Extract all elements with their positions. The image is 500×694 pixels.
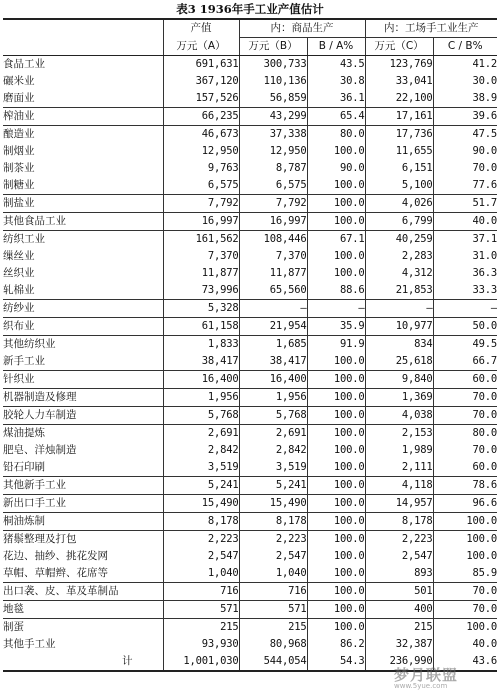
- cell-b: 38,417: [239, 353, 307, 371]
- cell-cb: 38.9: [433, 90, 497, 108]
- cell-cb: 31.0: [433, 248, 497, 265]
- cell-a: 5,768: [163, 407, 239, 425]
- cell-ba: 90.0: [307, 160, 365, 177]
- cell-a: 7,370: [163, 248, 239, 265]
- cell-ba: 36.1: [307, 90, 365, 108]
- header-c-unit: 万元（C）: [365, 38, 433, 56]
- row-label: 纺织工业: [3, 231, 163, 249]
- cell-cb: 70.0: [433, 407, 497, 425]
- cell-b: 5,768: [239, 407, 307, 425]
- cell-a: 15,490: [163, 495, 239, 513]
- cell-a: 73,996: [163, 282, 239, 300]
- cell-b: 7,370: [239, 248, 307, 265]
- row-label: 其他纺织业: [3, 336, 163, 354]
- cell-cb: 30.0: [433, 73, 497, 90]
- cell-cb: 51.7: [433, 195, 497, 213]
- cell-cb: 66.7: [433, 353, 497, 371]
- table-row: [3, 126, 497, 144]
- cell-b: 6,575: [239, 177, 307, 195]
- cell-a: 7,792: [163, 195, 239, 213]
- cell-a: 691,631: [163, 56, 239, 74]
- cell-b: 2,691: [239, 425, 307, 443]
- cell-c: 501: [365, 583, 433, 601]
- cell-cb: 36.3: [433, 265, 497, 282]
- cell-cb: 50.0: [433, 318, 497, 336]
- row-label: 计: [3, 653, 163, 671]
- cell-c: 17,736: [365, 126, 433, 144]
- cell-c: 236,990: [365, 653, 433, 671]
- cell-a: 5,241: [163, 477, 239, 495]
- cell-a: 12,950: [163, 143, 239, 160]
- cell-a: 1,040: [163, 565, 239, 583]
- cell-b: —: [239, 300, 307, 318]
- header-row-1: [3, 19, 497, 38]
- watermark-url: www.5yue.com: [394, 682, 448, 690]
- cell-b: 8,787: [239, 160, 307, 177]
- cell-c: 6,151: [365, 160, 433, 177]
- cell-ba: 67.1: [307, 231, 365, 249]
- cell-c: 4,312: [365, 265, 433, 282]
- table-row: [3, 282, 497, 300]
- cell-ba: 100.0: [307, 353, 365, 371]
- cell-a: 1,833: [163, 336, 239, 354]
- cell-ba: 100.0: [307, 143, 365, 160]
- cell-ba: 43.5: [307, 56, 365, 74]
- cell-c: 32,387: [365, 636, 433, 653]
- row-label: 新出口手工业: [3, 495, 163, 513]
- row-label: 地毯: [3, 601, 163, 619]
- cell-b: 43,299: [239, 108, 307, 126]
- cell-cb: —: [433, 300, 497, 318]
- cell-c: 40,259: [365, 231, 433, 249]
- cell-a: 16,400: [163, 371, 239, 389]
- row-label: 缫丝业: [3, 250, 35, 262]
- cell-a: 9,763: [163, 160, 239, 177]
- cell-a: 1,956: [163, 389, 239, 407]
- cell-ba: 100.0: [307, 601, 365, 619]
- row-label: 草帽、草帽辫、花席等: [3, 567, 108, 579]
- cell-ba: 100.0: [307, 442, 365, 459]
- cell-cb: 100.0: [433, 619, 497, 637]
- table-row: [3, 477, 497, 495]
- cell-ba: —: [307, 300, 365, 318]
- cell-b: 5,241: [239, 477, 307, 495]
- row-label: 针织业: [3, 371, 163, 389]
- cell-cb: 78.6: [433, 477, 497, 495]
- table-row: [3, 248, 497, 265]
- cell-cb: 70.0: [433, 583, 497, 601]
- cell-ba: 65.4: [307, 108, 365, 126]
- table-row: [3, 143, 497, 160]
- cell-ba: 35.9: [307, 318, 365, 336]
- row-label: 织布业: [3, 318, 163, 336]
- table-row: [3, 548, 497, 565]
- cell-c: 4,118: [365, 477, 433, 495]
- table-row: [3, 90, 497, 108]
- watermark-text: 梦月联盟: [394, 666, 459, 684]
- cell-c: 215: [365, 619, 433, 637]
- cell-c: 5,100: [365, 177, 433, 195]
- cell-b: 1,956: [239, 389, 307, 407]
- cell-b: 7,792: [239, 195, 307, 213]
- cell-a: 46,673: [163, 126, 239, 144]
- cell-ba: 100.0: [307, 459, 365, 477]
- cell-b: 2,547: [239, 548, 307, 565]
- table-row: [3, 160, 497, 177]
- cell-cb: 37.1: [433, 231, 497, 249]
- cell-c: 33,041: [365, 73, 433, 90]
- cell-c: 2,547: [365, 548, 433, 565]
- cell-b: 56,859: [239, 90, 307, 108]
- cell-cb: 40.0: [433, 636, 497, 653]
- cell-ba: 100.0: [307, 407, 365, 425]
- row-label: 碾米业: [3, 75, 35, 87]
- cell-a: 8,178: [163, 513, 239, 531]
- row-label: 机器制造及修理: [3, 389, 163, 407]
- cell-c: 22,100: [365, 90, 433, 108]
- cell-ba: 91.9: [307, 336, 365, 354]
- row-label: 其他新手工业: [3, 477, 163, 495]
- row-label: 榨油业: [3, 108, 163, 126]
- cell-ba: 100.0: [307, 213, 365, 231]
- cell-b: 15,490: [239, 495, 307, 513]
- cell-a: 2,547: [163, 548, 239, 565]
- cell-b: 110,136: [239, 73, 307, 90]
- header-commodity-group: 内：商品生产: [239, 19, 365, 38]
- row-label: 制蛋: [3, 619, 163, 637]
- cell-ba: 100.0: [307, 565, 365, 583]
- header-a-unit: 万元（A）: [163, 38, 239, 56]
- cell-c: —: [365, 300, 433, 318]
- cell-c: 2,283: [365, 248, 433, 265]
- cell-a: 161,562: [163, 231, 239, 249]
- row-label: 磨面业: [3, 92, 35, 104]
- row-label: 其他手工业: [3, 638, 56, 650]
- table-row: [3, 495, 497, 513]
- cell-cb: 90.0: [433, 143, 497, 160]
- cell-c: 8,178: [365, 513, 433, 531]
- table-body: [3, 56, 497, 672]
- header-workshop-group: 内：工场手工业生产: [365, 19, 497, 38]
- cell-b: 544,054: [239, 653, 307, 671]
- cell-b: 108,446: [239, 231, 307, 249]
- cell-a: 38,417: [163, 353, 239, 371]
- row-label: 食品工业: [3, 58, 45, 70]
- table-row: [3, 231, 497, 249]
- cell-a: 2,223: [163, 531, 239, 549]
- cell-ba: 100.0: [307, 248, 365, 265]
- cell-ba: 100.0: [307, 389, 365, 407]
- cell-b: 65,560: [239, 282, 307, 300]
- table-row: [3, 442, 497, 459]
- cell-b: 8,178: [239, 513, 307, 531]
- cell-ba: 100.0: [307, 425, 365, 443]
- cell-c: 6,799: [365, 213, 433, 231]
- row-label: 纺纱业: [3, 300, 163, 318]
- table-row: [3, 389, 497, 407]
- cell-c: 1,989: [365, 442, 433, 459]
- cell-ba: 88.6: [307, 282, 365, 300]
- table-row: [3, 353, 497, 371]
- table-row: [3, 108, 497, 126]
- cell-a: 716: [163, 583, 239, 601]
- row-label: 桐油炼制: [3, 513, 163, 531]
- table-row: [3, 73, 497, 90]
- cell-ba: 100.0: [307, 195, 365, 213]
- cell-b: 37,338: [239, 126, 307, 144]
- table-row: [3, 318, 497, 336]
- table-row: [3, 265, 497, 282]
- table-title: 表3 1936年手工业产值估计: [176, 2, 324, 16]
- row-label: 轧棉业: [3, 284, 35, 296]
- cell-ba: 100.0: [307, 177, 365, 195]
- row-label: 新手工业: [3, 355, 45, 367]
- table-row: [3, 459, 497, 477]
- cell-b: 21,954: [239, 318, 307, 336]
- row-label: 丝织业: [3, 267, 35, 279]
- row-label: 出口袭、皮、革及革制品: [3, 583, 163, 601]
- cell-b: 16,400: [239, 371, 307, 389]
- header-ba-unit: B / A%: [307, 38, 365, 56]
- table-row: [3, 513, 497, 531]
- cell-ba: 100.0: [307, 583, 365, 601]
- cell-ba: 30.8: [307, 73, 365, 90]
- cell-b: 80,968: [239, 636, 307, 653]
- cell-b: 300,733: [239, 56, 307, 74]
- table-row: [3, 407, 497, 425]
- cell-b: 2,223: [239, 531, 307, 549]
- cell-cb: 100.0: [433, 531, 497, 549]
- cell-c: 893: [365, 565, 433, 583]
- cell-c: 834: [365, 336, 433, 354]
- cell-ba: 86.2: [307, 636, 365, 653]
- cell-c: 17,161: [365, 108, 433, 126]
- cell-cb: 85.9: [433, 565, 497, 583]
- row-label: 其他食品工业: [3, 213, 163, 231]
- cell-a: 61,158: [163, 318, 239, 336]
- cell-cb: 60.0: [433, 371, 497, 389]
- row-label: 猪鬃整理及打包: [3, 531, 163, 549]
- table-row: [3, 583, 497, 601]
- table-row: [3, 177, 497, 195]
- row-label: 酿造业: [3, 126, 163, 144]
- cell-c: 123,769: [365, 56, 433, 74]
- row-label: 胶轮人力车制造: [3, 407, 163, 425]
- cell-c: 4,038: [365, 407, 433, 425]
- cell-a: 571: [163, 601, 239, 619]
- cell-c: 9,840: [365, 371, 433, 389]
- cell-a: 367,120: [163, 73, 239, 90]
- table-row: [3, 336, 497, 354]
- table-row: [3, 619, 497, 637]
- cell-cb: 49.5: [433, 336, 497, 354]
- header-cb-unit: C / B%: [433, 38, 497, 56]
- cell-b: 16,997: [239, 213, 307, 231]
- cell-b: 11,877: [239, 265, 307, 282]
- watermark-logo: [394, 664, 486, 692]
- cell-a: 215: [163, 619, 239, 637]
- cell-c: 2,223: [365, 531, 433, 549]
- table-row: [3, 300, 497, 318]
- cell-cb: 77.6: [433, 177, 497, 195]
- cell-c: 400: [365, 601, 433, 619]
- header-b-unit: 万元（B）: [239, 38, 307, 56]
- cell-cb: 43.6: [433, 653, 497, 671]
- header-blank: [3, 19, 163, 38]
- cell-a: 16,997: [163, 213, 239, 231]
- row-label: 制盐业: [3, 195, 163, 213]
- cell-cb: 70.0: [433, 442, 497, 459]
- table-row: [3, 371, 497, 389]
- table-row: [3, 636, 497, 653]
- cell-ba: 100.0: [307, 619, 365, 637]
- table-row: [3, 195, 497, 213]
- table-row: [3, 213, 497, 231]
- handicraft-output-table: [3, 18, 497, 672]
- header-row-2: [3, 38, 497, 56]
- row-label: 肥皂、洋烛制造: [3, 444, 77, 456]
- cell-a: 93,930: [163, 636, 239, 653]
- cell-c: 21,853: [365, 282, 433, 300]
- cell-ba: 100.0: [307, 265, 365, 282]
- cell-ba: 54.3: [307, 653, 365, 671]
- cell-ba: 100.0: [307, 548, 365, 565]
- cell-cb: 41.2: [433, 56, 497, 74]
- table-row: [3, 425, 497, 443]
- cell-cb: 70.0: [433, 160, 497, 177]
- cell-cb: 100.0: [433, 548, 497, 565]
- cell-cb: 80.0: [433, 425, 497, 443]
- cell-a: 5,328: [163, 300, 239, 318]
- cell-a: 11,877: [163, 265, 239, 282]
- cell-b: 716: [239, 583, 307, 601]
- row-label: 铅石印刷: [3, 461, 45, 473]
- cell-a: 2,842: [163, 442, 239, 459]
- table-row: [3, 56, 497, 74]
- cell-a: 2,691: [163, 425, 239, 443]
- cell-b: 1,040: [239, 565, 307, 583]
- row-label: 花边、抽纱、挑花发网: [3, 550, 108, 562]
- cell-c: 2,153: [365, 425, 433, 443]
- cell-a: 1,001,030: [163, 653, 239, 671]
- table-row: [3, 601, 497, 619]
- cell-b: 1,685: [239, 336, 307, 354]
- cell-b: 571: [239, 601, 307, 619]
- cell-ba: 100.0: [307, 513, 365, 531]
- row-label: 制烟业: [3, 145, 35, 157]
- cell-c: 25,618: [365, 353, 433, 371]
- header-output: 产值: [163, 19, 239, 38]
- cell-cb: 70.0: [433, 601, 497, 619]
- cell-c: 10,977: [365, 318, 433, 336]
- cell-c: 11,655: [365, 143, 433, 160]
- row-label: 制茶业: [3, 162, 35, 174]
- header-blank-2: [3, 38, 163, 56]
- cell-cb: 96.6: [433, 495, 497, 513]
- cell-c: 4,026: [365, 195, 433, 213]
- cell-a: 6,575: [163, 177, 239, 195]
- cell-cb: 60.0: [433, 459, 497, 477]
- cell-b: 2,842: [239, 442, 307, 459]
- cell-c: 14,957: [365, 495, 433, 513]
- cell-ba: 100.0: [307, 477, 365, 495]
- cell-c: 1,369: [365, 389, 433, 407]
- cell-ba: 100.0: [307, 495, 365, 513]
- cell-cb: 40.0: [433, 213, 497, 231]
- cell-cb: 33.3: [433, 282, 497, 300]
- cell-cb: 47.5: [433, 126, 497, 144]
- cell-ba: 100.0: [307, 531, 365, 549]
- cell-a: 157,526: [163, 90, 239, 108]
- cell-b: 12,950: [239, 143, 307, 160]
- cell-ba: 80.0: [307, 126, 365, 144]
- cell-b: 3,519: [239, 459, 307, 477]
- cell-cb: 39.6: [433, 108, 497, 126]
- table-row: [3, 565, 497, 583]
- table-row: [3, 531, 497, 549]
- cell-b: 215: [239, 619, 307, 637]
- cell-cb: 100.0: [433, 513, 497, 531]
- cell-c: 2,111: [365, 459, 433, 477]
- cell-cb: 70.0: [433, 389, 497, 407]
- cell-a: 3,519: [163, 459, 239, 477]
- cell-ba: 100.0: [307, 371, 365, 389]
- cell-a: 66,235: [163, 108, 239, 126]
- row-label: 煤油提炼: [3, 425, 163, 443]
- row-label: 制糖业: [3, 179, 35, 191]
